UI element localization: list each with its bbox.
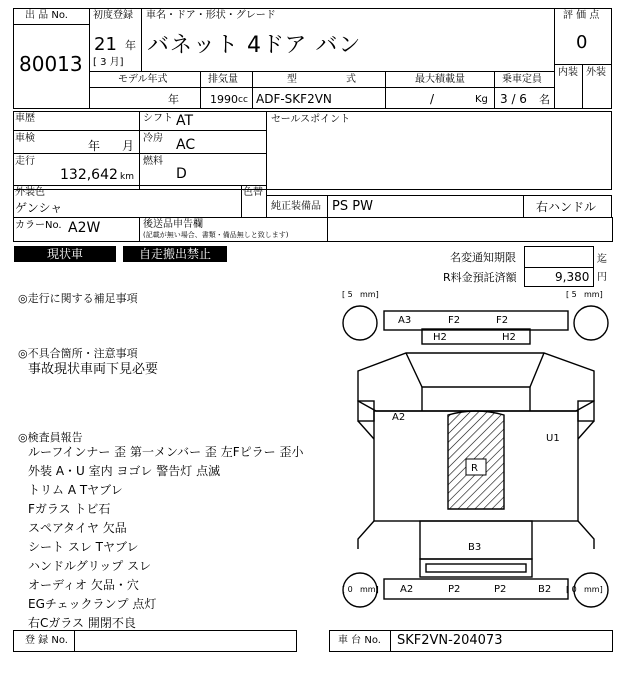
damage-mark: A3 — [398, 315, 412, 326]
oem-equipment-value: PS PW — [332, 199, 373, 214]
exterior-label: 外装 — [586, 67, 606, 78]
damage-mark: B3 — [468, 542, 482, 553]
damage-mark: B2 — [538, 584, 552, 595]
damage-mark: H2 — [502, 332, 516, 343]
damage-mark: P2 — [494, 584, 507, 595]
car-damage-diagram — [338, 289, 614, 624]
reg-no-label: 登 録 No. — [25, 635, 68, 646]
recycle-value: 9,380 — [555, 270, 590, 284]
color-change-label: 色替 — [243, 187, 263, 198]
inspector-line: 外装 A・U 室内 ヨゴレ 警告灯 点滅 — [28, 464, 221, 478]
recycle-label: R料金預託済額 — [443, 271, 517, 284]
tire-fr-unit: mm] — [584, 290, 603, 299]
model-year-unit: 年 — [168, 93, 179, 106]
tire-rl-unit: mm] — [360, 585, 379, 594]
driving-remarks-title: ◎走行に関する補足事項 — [18, 292, 138, 305]
max-load-label: 最大積載量 — [415, 74, 465, 85]
chassis-value: SKF2VN-204073 — [397, 633, 503, 648]
max-load-value: / — [430, 92, 435, 106]
car-desc-label: 車名・ドア・形状・グレード — [146, 10, 276, 21]
current-state-badge: 現状車 — [14, 246, 116, 262]
damage-mark: F2 — [448, 315, 461, 326]
displacement-value: 1990 — [210, 93, 238, 106]
fuel-label: 燃料 — [143, 156, 163, 167]
inspector-line: 右Cガラス 開閉不良 — [28, 616, 136, 630]
inspector-line: ハンドルグリップ スレ — [28, 559, 152, 573]
interior-label: 内装 — [558, 67, 578, 78]
defects-title: ◎不具合箇所・注意事項 — [18, 347, 138, 360]
exterior-color-value: ゲンシャ — [15, 201, 63, 215]
capacity-label: 乗車定員 — [502, 74, 542, 85]
tire-fl-unit: mm] — [360, 290, 379, 299]
lot-label: 出 品 No. — [25, 10, 68, 21]
mileage-label: 走行 — [15, 156, 35, 167]
tire-rl-label: [ 0 — [342, 585, 353, 594]
sales-point-label: セールスポイント — [271, 114, 351, 125]
inspector-line: トリム A Tヤブレ — [28, 483, 123, 497]
lot-number: 80013 — [19, 52, 83, 76]
steering-value: 右ハンドル — [536, 200, 597, 214]
inspector-line: EGチェックランプ 点灯 — [28, 597, 157, 611]
first-reg-year-unit: 年 — [125, 39, 136, 52]
capacity-unit: 名 — [539, 93, 550, 106]
first-reg-year: 21 — [94, 34, 117, 55]
mileage-unit: km — [120, 172, 134, 182]
type-label: 型 — [287, 74, 297, 85]
inspector-line: ルーフインナー 歪 第一メンバー 歪 左Fピラー 歪小 — [28, 445, 304, 459]
chassis-label: 車 台 No. — [338, 635, 381, 646]
score-label: 評 価 点 — [563, 10, 600, 21]
score-value: 0 — [576, 32, 588, 53]
color-no-value: A2W — [68, 220, 101, 236]
color-no-label: カラーNo. — [15, 220, 62, 231]
mileage-value: 132,642 — [60, 167, 118, 183]
tire-fl-label: [ 5 — [342, 290, 353, 299]
capacity-value: 3 / 6 — [500, 92, 527, 106]
oem-equipment-label: 純正装備品 — [271, 201, 321, 212]
damage-mark: H2 — [433, 332, 447, 343]
ac-value: AC — [176, 137, 196, 153]
name-change-label: 名変通知期限 — [450, 251, 516, 264]
tire-front-right — [574, 306, 608, 340]
defects-text: 事故現状車両下見必要 — [28, 362, 159, 377]
model-year-label: モデル年式 — [118, 74, 168, 85]
recycle-unit: 円 — [597, 272, 607, 283]
tire-front-left — [343, 306, 377, 340]
post-report-label: 後送品申告欄 — [143, 219, 203, 230]
tire-fr-label: [ 5 — [566, 290, 577, 299]
damage-mark: A2 — [392, 412, 406, 423]
inspector-line: オーディオ 欠品・穴 — [28, 578, 139, 592]
inspector-line: スペアタイヤ 欠品 — [28, 521, 127, 535]
tire-rr-label: [ 0 — [566, 585, 577, 594]
no-self-drive-badge: 自走搬出禁止 — [123, 246, 227, 262]
post-report-note: (記載が無い場合、書類・備品無しと致します) — [143, 231, 289, 239]
first-reg-month: [ 3 月] — [93, 57, 124, 68]
type-label-2: 式 — [346, 74, 356, 85]
inspector-line: Fガラス トビ石 — [28, 502, 111, 516]
damage-mark: U1 — [546, 433, 560, 444]
damage-mark: P2 — [448, 584, 461, 595]
history-label: 車歴 — [15, 113, 35, 124]
type-value: ADF-SKF2VN — [256, 92, 332, 106]
fuel-value: D — [176, 166, 187, 182]
inspector-title: ◎検査員報告 — [18, 431, 83, 444]
exterior-color-label: 外装色 — [15, 187, 45, 198]
displacement-unit: cc — [238, 95, 248, 105]
inspector-line: シート スレ Tヤブレ — [28, 540, 139, 554]
max-load-unit: Kg — [475, 94, 488, 105]
damage-mark: R — [471, 463, 478, 474]
inspection-label: 車検 — [15, 133, 35, 144]
inspection-year-unit: 年 — [88, 139, 101, 153]
ac-label: 冷房 — [143, 133, 163, 144]
inspection-month-unit: 月 — [122, 139, 135, 153]
damage-mark: F2 — [496, 315, 509, 326]
name-change-suffix: 迄 — [597, 254, 607, 265]
first-reg-label: 初度登録 — [93, 10, 133, 21]
shift-label: シフト — [143, 113, 173, 124]
displacement-label: 排気量 — [208, 74, 238, 85]
shift-value: AT — [176, 113, 194, 129]
car-name: バネット 4ドア バン — [147, 33, 362, 58]
tire-rr-unit: mm] — [584, 585, 603, 594]
damage-mark: A2 — [400, 584, 414, 595]
